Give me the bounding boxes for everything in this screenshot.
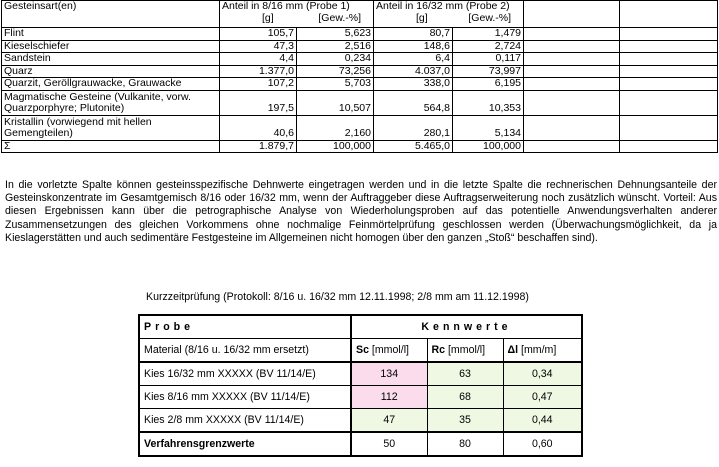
table-row [2,40,718,53]
probe2-pct-cell: 10,353 [453,90,524,115]
limit-sc: 50 [351,432,427,456]
empty-cell [524,1,620,28]
stone-name-cell: Quarz [2,65,220,78]
stone-name-cell: Magmatische Gesteine (Vulkanite, vorw. Quarzporphyre; Plutonite) [2,90,220,115]
sc-label: Sc [356,344,369,356]
empty-cell [524,140,620,153]
probe2-g-cell: 5.465,0 [374,140,453,153]
unit-g: [g] [262,11,274,24]
header-gesteinsart: Gesteinsart(en) [2,1,220,28]
table-row [2,53,718,66]
probe-header: Probe [139,315,351,339]
limit-label: Verfahrensgrenzwerte [139,432,351,456]
probe1-pct-cell: 100,000 [297,140,374,153]
probe1-g-cell: 40,6 [220,115,297,140]
empty-cell [620,53,718,66]
explanation-paragraph: In die vorletzte Spalte können gesteinsspezifische Dehnwerte eingetragen werden und in die letzte Spalte die rechnerischen Dehnungsanteile der Gesteinskonzentrate im Gesamtgemisch 8/16 oder 16/32 mm, wenn der Auftraggeber diese Auftragserweiterung noch zusätzlich wünscht. Vorteil: Aus diesen Ergebnissen kann über die petrographische Analyse von Wiederholungsproben auf das potentielle Anwendungsverhalten anderer Zusammensetzungen des gleichen Vorkommens ohne nochmalige Feinmörtelprüfung geschlossen werden (Überwachungsmöglichkeit, da ja Kieslagerstätten und auch sedimentäre Festgesteine im Allgemeinen nicht homogen über den ganzen „Stoß“ beschaffen sind). [5,179,717,244]
kurzzeit-header-row [139,315,582,339]
table-row [2,140,718,153]
dl-cell: 0,47 [503,386,582,409]
stone-name-cell: Kristallin (vorwiegend mit hellen Gemengteilen) [2,115,220,140]
probe2-g-cell: 338,0 [374,78,453,91]
empty-cell [620,28,718,41]
probe1-pct-cell: 73,256 [297,65,374,78]
kurzzeit-caption: Kurzzeitprüfung (Protokoll: 8/16 u. 16/32 mm 12.11.1998; 2/8 mm am 11.12.1998) [146,291,529,303]
material-cell: Kies 2/8 mm XXXXX (BV 11/14/E) [139,409,351,433]
stone-name-cell: Kieselschiefer [2,40,220,53]
table-row [2,65,718,78]
empty-cell [524,53,620,66]
probe2-pct-cell: 6,195 [453,78,524,91]
dl-cell: 0,44 [503,409,582,433]
probe1-g-cell: 197,5 [220,90,297,115]
empty-cell [524,90,620,115]
header-probe2 [374,1,524,28]
rc-label: Rc [431,344,446,356]
header-probe1-units [222,13,371,25]
probe2-g-cell: 564,8 [374,90,453,115]
probe1-pct-cell: 10,507 [297,90,374,115]
sc-unit: [mmol/l] [368,344,409,356]
table-row [2,78,718,91]
header-probe1-title: Anteil in 8/16 mm (Probe 1) [222,0,350,12]
table-header-row [2,1,718,28]
probe1-g-cell: 4,4 [220,53,297,66]
probe2-pct-cell: 2,724 [453,40,524,53]
stone-name-cell: Σ [2,140,220,153]
probe1-pct-cell: 2,516 [297,40,374,53]
limit-dl: 0,60 [503,432,582,456]
probe1-pct-cell: 0,234 [297,53,374,66]
empty-cell [620,140,718,153]
probe2-pct-cell: 100,000 [453,140,524,153]
empty-cell [620,90,718,115]
probe1-pct-cell: 2,160 [297,115,374,140]
dl-cell: 0,34 [503,362,582,386]
kurzzeit-data-row [139,362,582,386]
probe2-pct-cell: 1,479 [453,28,524,41]
kennwerte-header: Kennwerte [351,315,582,339]
probe1-g-cell: 105,7 [220,28,297,41]
sc-cell: 47 [351,409,427,433]
rc-cell: 63 [427,362,503,386]
rc-unit: [mmol/l] [445,344,486,356]
kurzzeit-limit-row [139,432,582,456]
empty-cell [620,1,718,28]
rc-cell: 68 [427,386,503,409]
probe2-g-cell: 4.037,0 [374,65,453,78]
header-probe2-title: Anteil in 16/32 mm (Probe 2) [376,0,510,12]
probe2-pct-cell: 5,134 [453,115,524,140]
probe2-g-cell: 280,1 [374,115,453,140]
rc-cell: 35 [427,409,503,433]
probe1-g-cell: 1.879,7 [220,140,297,153]
empty-cell [524,115,620,140]
stone-name-cell: Quarzit, Geröllgrauwacke, Grauwacke [2,78,220,91]
sc-header [351,339,427,363]
dl-unit: [mm/m] [518,344,557,356]
probe1-g-cell: 1.377,0 [220,65,297,78]
unit-pct: [Gew.-%] [468,11,511,24]
probe1-g-cell: 47,3 [220,40,297,53]
probe1-g-cell: 107,2 [220,78,297,91]
empty-cell [620,40,718,53]
probe1-pct-cell: 5,623 [297,28,374,41]
material-label: Material (8/16 u. 16/32 mm ersetzt) [139,339,351,363]
empty-cell [620,65,718,78]
kurzzeit-table [138,314,583,457]
sc-cell: 134 [351,362,427,386]
table-row [2,115,718,140]
unit-pct: [Gew.-%] [318,11,361,24]
unit-g: [g] [416,11,428,24]
probe2-pct-cell: 73,997 [453,65,524,78]
kurzzeit-data-row [139,409,582,433]
empty-cell [524,28,620,41]
stone-name-cell: Flint [2,28,220,41]
sc-cell: 112 [351,386,427,409]
header-probe2-units [376,13,521,25]
rc-header [427,339,503,363]
limit-rc: 80 [427,432,503,456]
probe2-pct-cell: 0,117 [453,53,524,66]
probe2-g-cell: 80,7 [374,28,453,41]
probe2-g-cell: 148,6 [374,40,453,53]
probe1-pct-cell: 5,703 [297,78,374,91]
empty-cell [524,40,620,53]
kurzzeit-units-row [139,339,582,363]
dl-header [503,339,582,363]
material-cell: Kies 16/32 mm XXXXX (BV 11/14/E) [139,362,351,386]
header-probe1 [220,1,374,28]
table-row [2,28,718,41]
material-cell: Kies 8/16 mm XXXXX (BV 11/14/E) [139,386,351,409]
table-row [2,90,718,115]
gesteinsarten-table [1,0,718,153]
empty-cell [620,115,718,140]
empty-cell [524,65,620,78]
stone-name-cell: Sandstein [2,53,220,66]
dl-label: Δl [507,344,519,356]
kurzzeit-data-row [139,386,582,409]
probe2-g-cell: 6,4 [374,53,453,66]
empty-cell [620,78,718,91]
empty-cell [524,78,620,91]
